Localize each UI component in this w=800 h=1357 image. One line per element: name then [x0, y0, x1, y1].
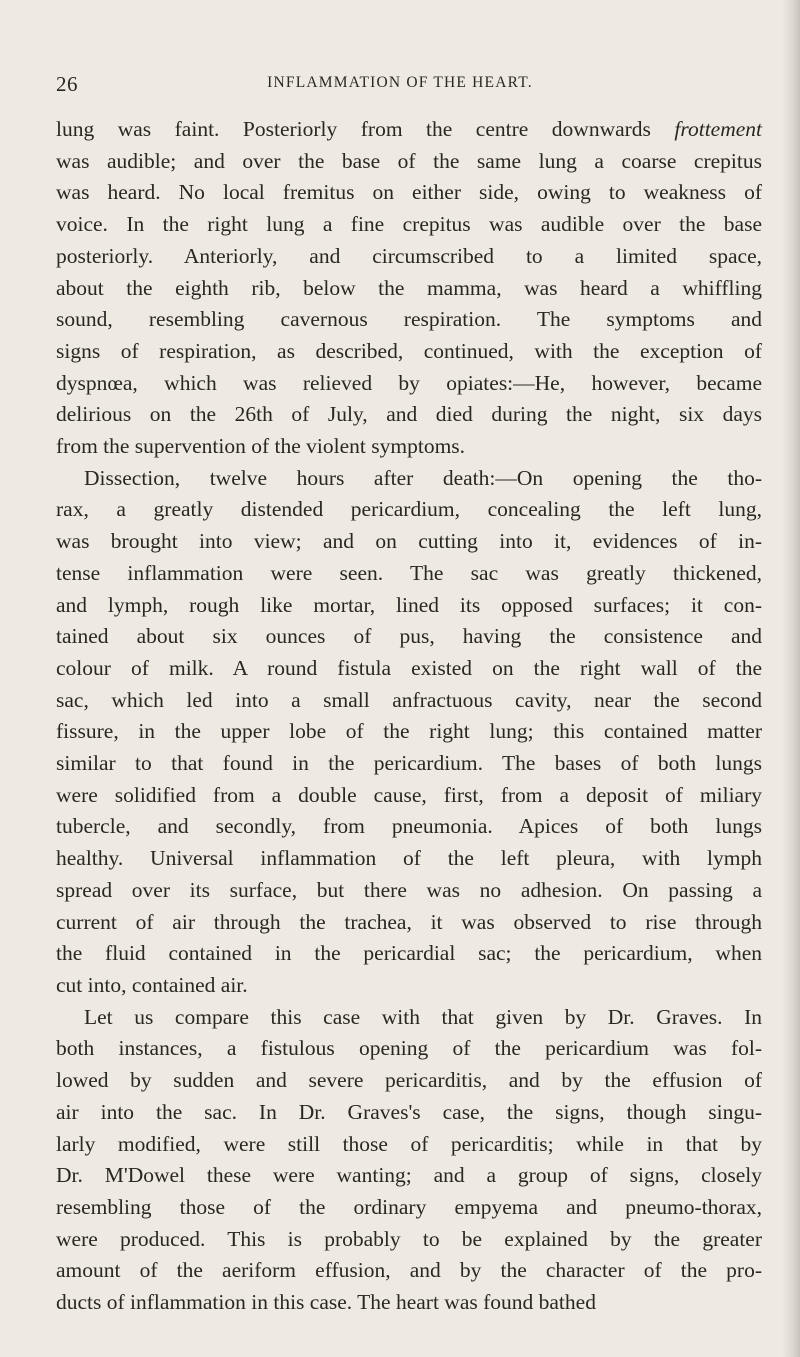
text-line: signs of respiration, as described, continued, with the exception of	[56, 338, 762, 363]
text-line: voice. In the right lung a fine crepitus was audible over the base	[56, 212, 762, 237]
text-line: and lymph, rough like mortar, lined its opposed surfaces; it con-	[56, 592, 762, 617]
text-line: lung was faint. Posteriorly from the centre downwards frottement	[56, 117, 762, 141]
text-line: healthy. Universal inflammation of the left pleura, with lymph	[56, 846, 762, 871]
paragraph-start-line: Let us compare this case with that given by Dr. Graves. In	[84, 1004, 762, 1029]
text-line: about the eighth rib, below the mamma, was heard a whiffling	[56, 275, 762, 300]
text-line: colour of milk. A round fistula existed on the right wall of the	[56, 655, 762, 680]
text-line: were solidified from a double cause, first, from a deposit of miliary	[56, 782, 762, 807]
text-line: were produced. This is probably to be explained by the greater	[56, 1226, 762, 1251]
text-line: larly modified, were still those of pericarditis; while in that by	[56, 1131, 762, 1156]
text-line: fissure, in the upper lobe of the right lung; this contained matter	[56, 719, 762, 744]
italic-term: frottement	[674, 117, 762, 141]
text-line: tained about six ounces of pus, having the consistence and	[56, 624, 762, 649]
text-line: tubercle, and secondly, from pneumonia. Apices of both lungs	[56, 814, 762, 839]
text-line: rax, a greatly distended pericardium, concealing the left lung,	[56, 497, 762, 522]
text-line: ducts of inflammation in this case. The heart was found bathed	[56, 1290, 596, 1315]
text-line: amount of the aeriform effusion, and by the character of the pro-	[56, 1258, 762, 1283]
text-line: current of air through the trachea, it was observed to rise through	[56, 909, 762, 934]
paragraph-end-line: cut into, contained air.	[56, 972, 248, 997]
running-title: INFLAMMATION OF THE HEART.	[267, 74, 533, 91]
text-line: dyspnœa, which was relieved by opiates:—He, however, became	[56, 370, 762, 395]
paragraph-start-line: Dissection, twelve hours after death:—On opening the tho-	[84, 465, 762, 490]
text-line: tense inflammation were seen. The sac was greatly thickened,	[56, 560, 762, 585]
text-line: sound, resembling cavernous respiration. The symptoms and	[56, 307, 762, 332]
text-line: was brought into view; and on cutting into it, evidences of in-	[56, 529, 762, 554]
text-line: was heard. No local fremitus on either side, owing to weakness of	[56, 180, 762, 205]
text-line: similar to that found in the pericardium. The bases of both lungs	[56, 751, 762, 776]
text-line: posteriorly. Anteriorly, and circumscribed to a limited space,	[56, 243, 762, 268]
text-line: sac, which led into a small anfractuous cavity, near the second	[56, 687, 762, 712]
text-line: delirious on the 26th of July, and died during the night, six days	[56, 402, 762, 427]
paragraph-end-line: from the supervention of the violent symptoms.	[56, 434, 466, 459]
text-line: was audible; and over the base of the same lung a coarse crepitus	[56, 148, 762, 173]
page-number: 26	[56, 72, 78, 96]
text-line: lowed by sudden and severe pericarditis, and by the effusion of	[56, 1068, 762, 1093]
text-line: the fluid contained in the pericardial sac; the pericardium, when	[56, 941, 762, 966]
text-line: Dr. M'Dowel these were wanting; and a group of signs, closely	[56, 1163, 762, 1188]
page-edge-shadow	[782, 0, 800, 1357]
text-line: both instances, a fistulous opening of the pericardium was fol-	[56, 1036, 762, 1061]
body-text	[56, 114, 762, 1319]
text-line: resembling those of the ordinary empyema and pneumo-thorax,	[56, 1194, 762, 1219]
text-line: spread over its surface, but there was no adhesion. On passing a	[56, 877, 762, 902]
text-line: air into the sac. In Dr. Graves's case, the signs, though singu-	[56, 1099, 762, 1124]
